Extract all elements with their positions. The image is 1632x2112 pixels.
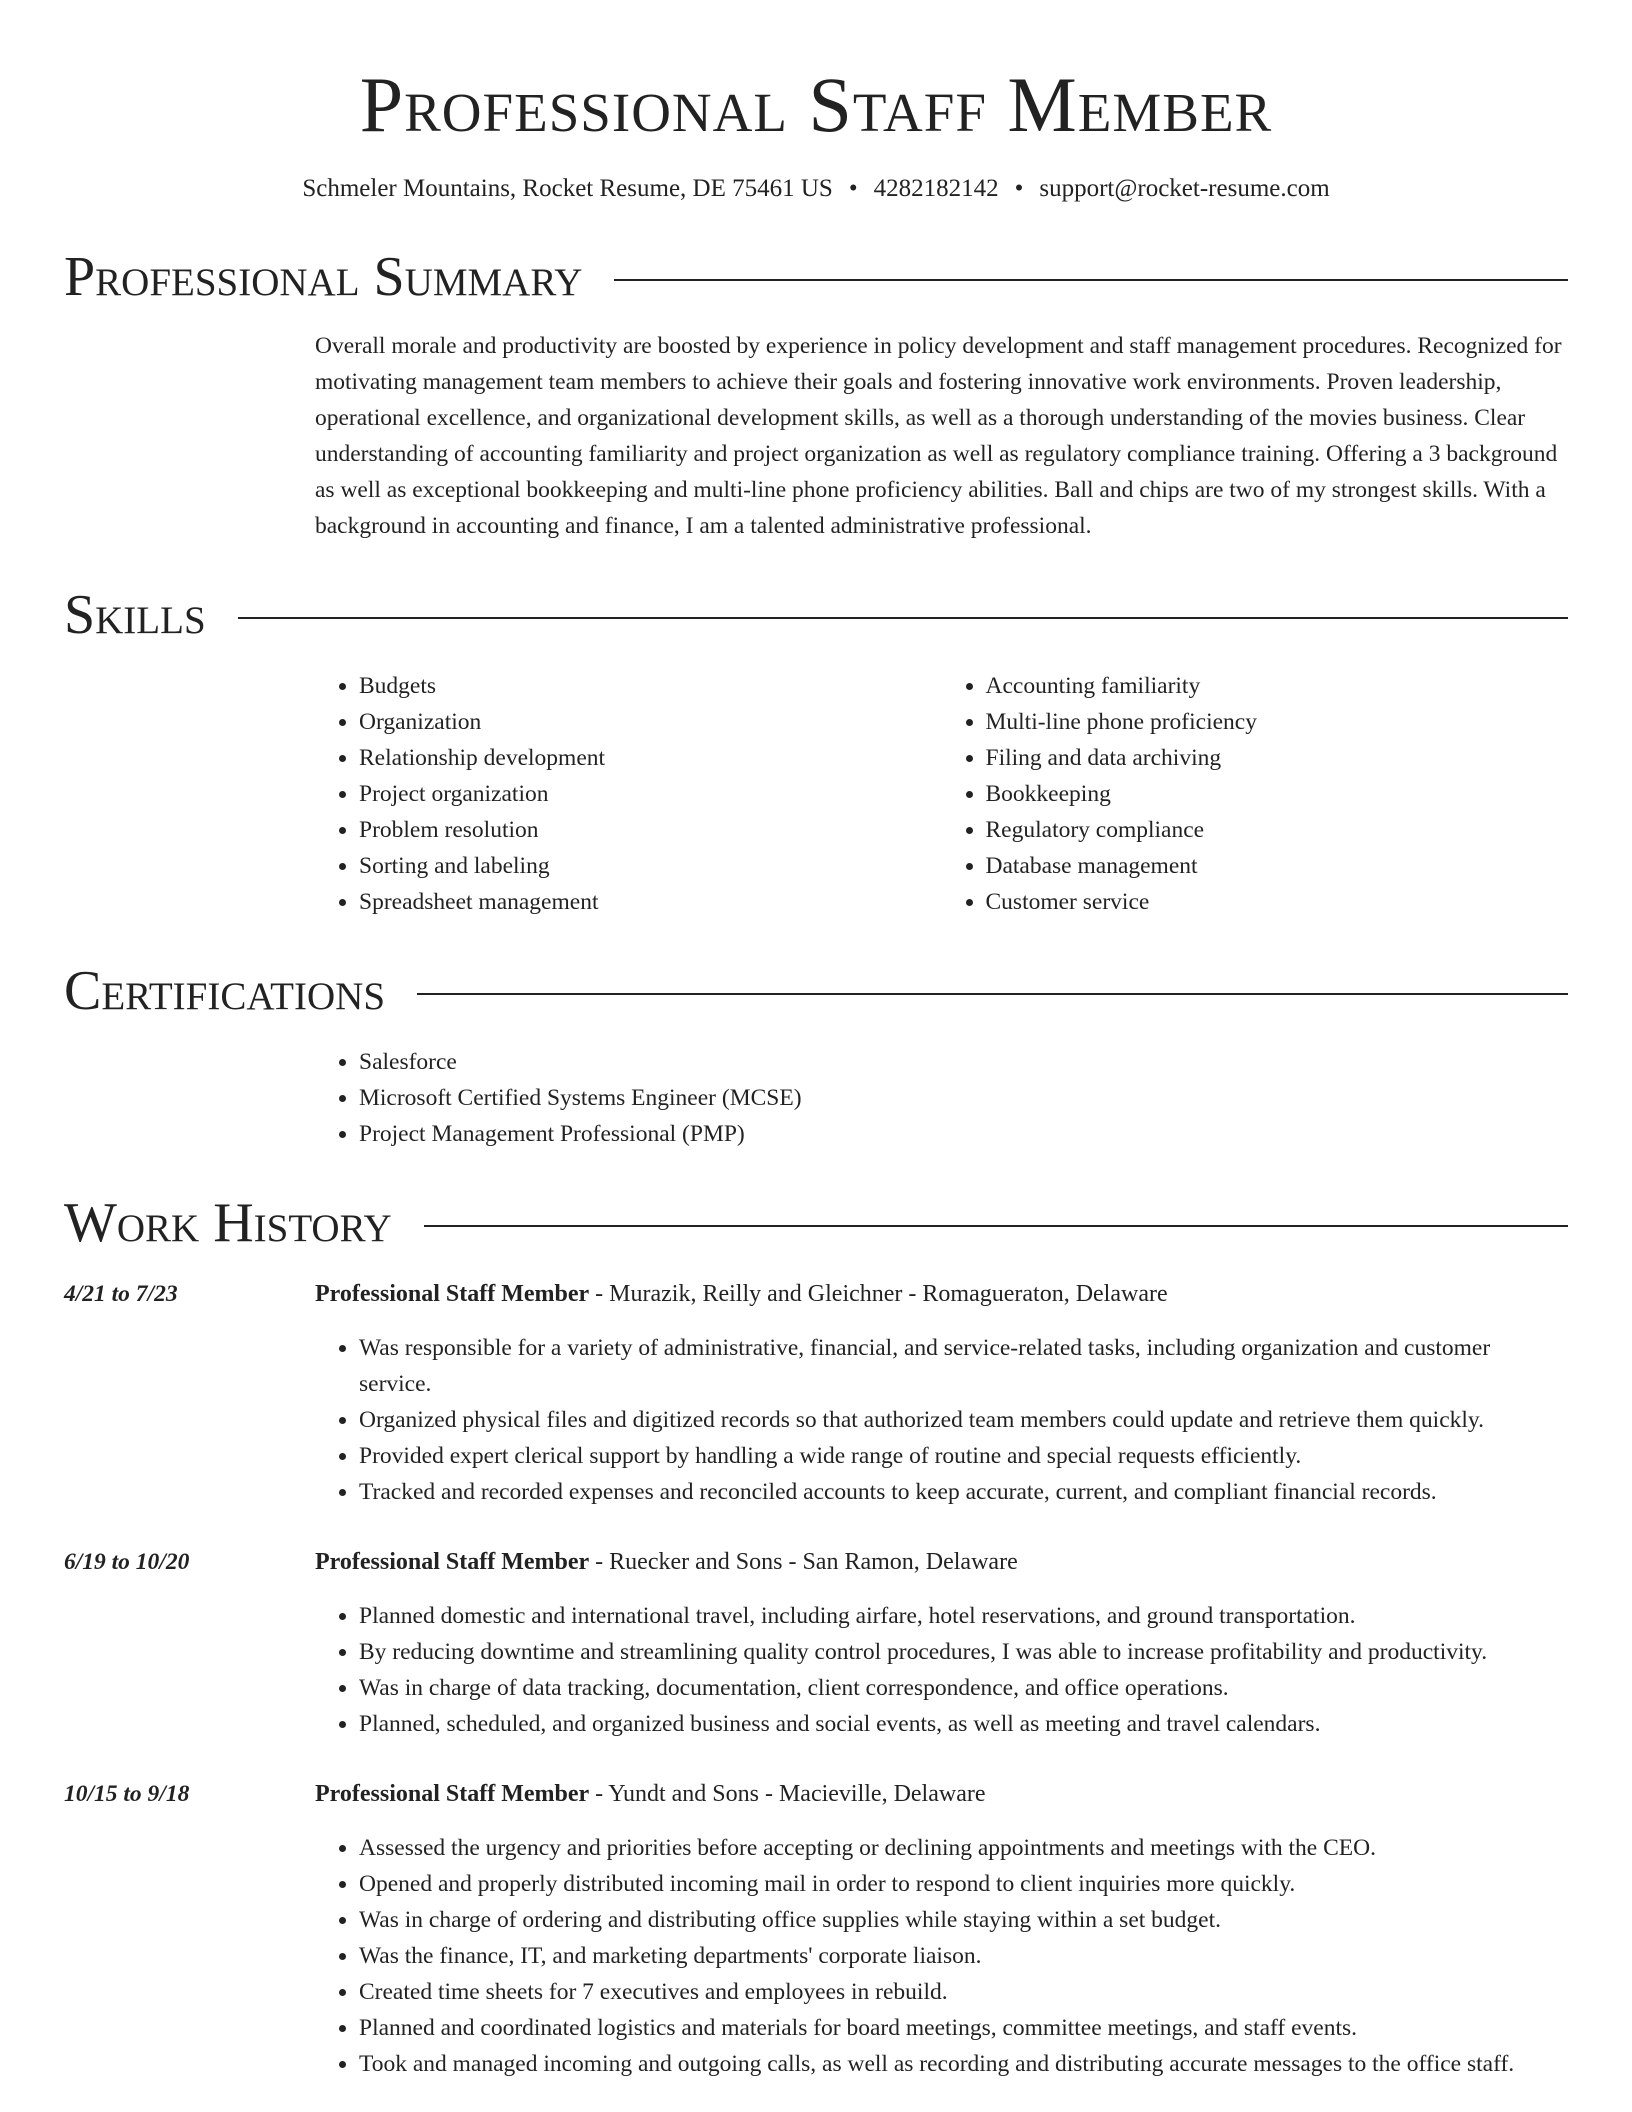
section-divider <box>614 279 1568 281</box>
separator-dot: • <box>1014 175 1024 202</box>
job-bullet: • Was responsible for a variety of administrative, financial, and service-related tasks, including organization and customer service. <box>359 1330 1568 1402</box>
job-employer: - Murazik, Reilly and Gleichner - Romagueraton, Delaware <box>589 1281 1168 1307</box>
section-title-skills: Skills <box>64 584 206 646</box>
skills-list-right <box>942 668 1569 920</box>
job-title: Professional Staff Member <box>315 1781 590 1807</box>
work-history-heading <box>64 1192 1568 1254</box>
address: Schmeler Mountains, Rocket Resume, DE 75461 US <box>302 175 833 202</box>
summary-heading <box>64 246 1568 308</box>
job-body <box>315 1276 1568 1510</box>
job-bullet: • Organized physical files and digitized records so that authorized team members could update and retrieve them quickly. <box>359 1402 1568 1438</box>
job-bullet: • Opened and properly distributed incoming mail in order to respond to client inquiries more quickly. <box>359 1866 1568 1902</box>
job-employer: - Yundt and Sons - Macieville, Delaware <box>589 1781 986 1807</box>
job-entry <box>64 1776 1568 2082</box>
skill-item: • Bookkeeping <box>986 776 1569 812</box>
job-bullet: • By reducing downtime and streamlining quality control procedures, I was able to increase profitability and productivity. <box>359 1634 1568 1670</box>
skill-item: • Organization <box>359 704 942 740</box>
job-bullet: • Planned, scheduled, and organized business and social events, as well as meeting and travel calendars. <box>359 1706 1568 1742</box>
job-bullet: • Was in charge of data tracking, documentation, client correspondence, and office operations. <box>359 1670 1568 1706</box>
phone: 4282182142 <box>873 175 999 202</box>
job-title: Professional Staff Member <box>315 1281 590 1307</box>
skills-grid <box>315 668 1568 920</box>
section-divider <box>424 1225 1568 1227</box>
job-bullets <box>315 1598 1568 1742</box>
job-title: Professional Staff Member <box>315 1549 590 1575</box>
job-entry <box>64 1276 1568 1510</box>
skills-heading <box>64 584 1568 646</box>
certification-item: • Salesforce <box>359 1044 1568 1080</box>
certification-item: • Project Management Professional (PMP) <box>359 1116 1568 1152</box>
job-bullets <box>315 1330 1568 1510</box>
job-employer: - Ruecker and Sons - San Ramon, Delaware <box>589 1549 1018 1575</box>
certification-item: • Microsoft Certified Systems Engineer (MCSE) <box>359 1080 1568 1116</box>
certifications-list <box>315 1044 1568 1152</box>
job-bullet: • Was in charge of ordering and distributing office supplies while staying within a set budget. <box>359 1902 1568 1938</box>
section-divider <box>238 617 1568 619</box>
job-body <box>315 1544 1568 1742</box>
skill-item: • Problem resolution <box>359 812 942 848</box>
section-title-summary: Professional Summary <box>64 246 583 308</box>
job-bullet: • Was the finance, IT, and marketing departments' corporate liaison. <box>359 1938 1568 1974</box>
job-bullet: • Tracked and recorded expenses and reconciled accounts to keep accurate, current, and compliant financial records. <box>359 1474 1568 1510</box>
job-dates: 4/21 to 7/23 <box>64 1281 178 1307</box>
job-entry <box>64 1544 1568 1742</box>
summary-text: Overall morale and productivity are boosted by experience in policy development and staff management procedures. Recognized for motivating management team members to achieve their goals and fostering innovative work environments. Proven leadership, operational excellence, and organizational development skills, as well as a thorough understanding of the movies business. Clear understanding of accounting familiarity and project organization as well as regulatory compliance training. Offering a 3 background as well as exceptional bookkeeping and multi-line phone proficiency abilities. Ball and chips are two of my strongest skills. With a background in accounting and finance, I am a talented administrative professional. <box>315 333 1562 539</box>
job-dates: 6/19 to 10/20 <box>64 1549 190 1575</box>
job-title-line <box>315 1276 1568 1312</box>
skills-list-left <box>315 668 942 920</box>
separator-dot: • <box>848 175 858 202</box>
certifications-list-wrap <box>315 1044 1568 1152</box>
skill-item: • Customer service <box>986 884 1569 920</box>
skill-item: • Spreadsheet management <box>359 884 942 920</box>
section-title-certifications: Certifications <box>64 960 386 1022</box>
job-bullets <box>315 1830 1568 2082</box>
certifications-heading <box>64 960 1568 1022</box>
job-bullet: • Created time sheets for 7 executives and employees in rebuild. <box>359 1974 1568 2010</box>
job-body <box>315 1776 1568 2082</box>
skill-item: • Database management <box>986 848 1569 884</box>
section-title-work-history: Work History <box>64 1192 392 1254</box>
skill-item: • Budgets <box>359 668 942 704</box>
job-dates: 10/15 to 9/18 <box>64 1781 190 1807</box>
job-title-line <box>315 1776 1568 1812</box>
job-bullet: • Assessed the urgency and priorities before accepting or declining appointments and meetings with the CEO. <box>359 1830 1568 1866</box>
candidate-name: Professional Staff Member <box>359 61 1273 148</box>
contact-line <box>64 172 1568 206</box>
job-title-line <box>315 1544 1568 1580</box>
skill-item: • Regulatory compliance <box>986 812 1569 848</box>
skill-item: • Accounting familiarity <box>986 668 1569 704</box>
job-bullet: • Provided expert clerical support by handling a wide range of routine and special requests efficiently. <box>359 1438 1568 1474</box>
skill-item: • Project organization <box>359 776 942 812</box>
skill-item: • Filing and data archiving <box>986 740 1569 776</box>
job-bullet: • Planned domestic and international travel, including airfare, hotel reservations, and ground transportation. <box>359 1598 1568 1634</box>
skill-item: • Relationship development <box>359 740 942 776</box>
job-bullet: • Took and managed incoming and outgoing calls, as well as recording and distributing accurate messages to the office staff. <box>359 2046 1568 2082</box>
skill-item: • Multi-line phone proficiency <box>986 704 1569 740</box>
skill-item: • Sorting and labeling <box>359 848 942 884</box>
job-bullet: • Planned and coordinated logistics and materials for board meetings, committee meetings, and staff events. <box>359 2010 1568 2046</box>
section-divider <box>417 993 1568 995</box>
email: support@rocket-resume.com <box>1039 175 1330 202</box>
